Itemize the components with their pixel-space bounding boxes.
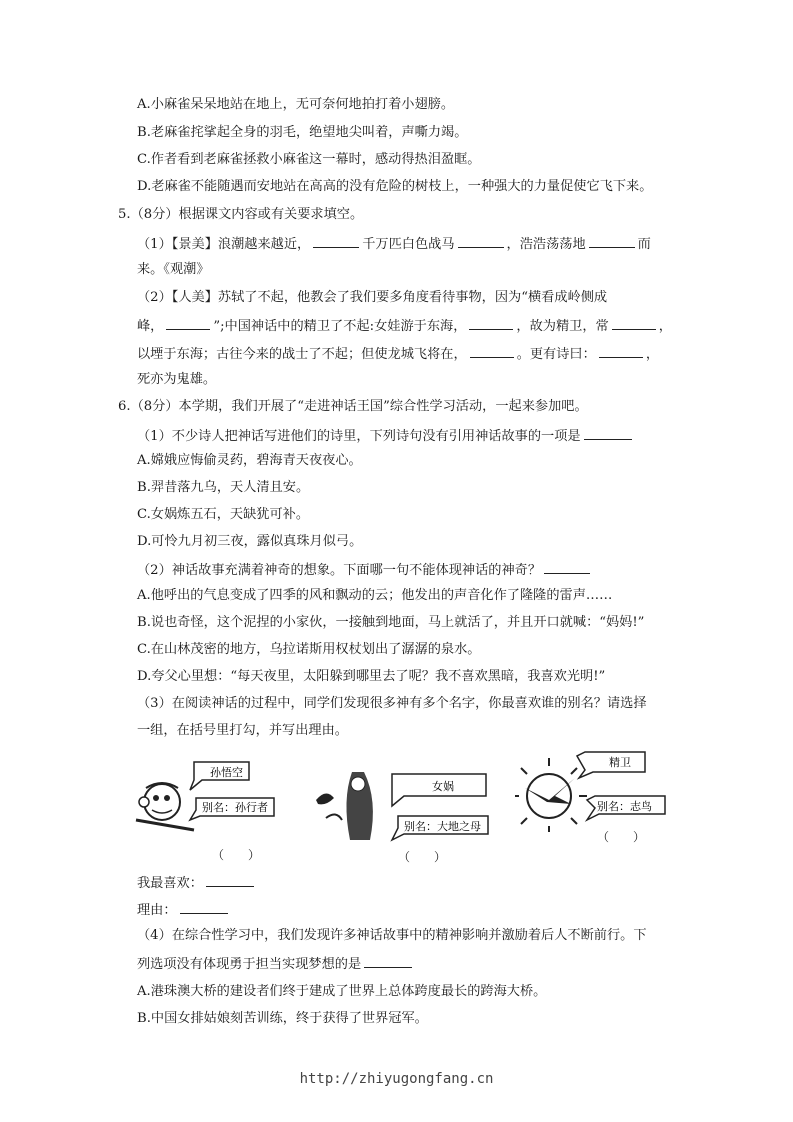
q5-part2-line4: 死亦为鬼雄。 (137, 372, 217, 387)
q6-sub2-prompt (137, 560, 593, 580)
answer-blank[interactable] (458, 234, 504, 248)
illustration-jingwei (515, 748, 685, 858)
q5-part2-line2 (137, 316, 672, 336)
q5-p1-text-d: 而 (637, 237, 651, 252)
reason-label: 理由： (137, 903, 177, 918)
q6-sub4-option-a: A.港珠澳大桥的建设者们终于建成了世界上总体跨度最长的跨海大桥。 (137, 984, 547, 999)
q6-sub1-option-a: A.嫦娥应悔偷灵药，碧海青天夜夜心。 (137, 453, 362, 468)
q6-sub2-option-d: D.夸父心里想：“每天夜里，太阳躲到哪里去了呢？我不喜欢黑暗，我喜欢光明!” (137, 669, 606, 684)
answer-blank[interactable] (612, 316, 656, 330)
jingwei-drawing (515, 748, 685, 832)
choice-paren[interactable]: （ ） (597, 830, 646, 844)
q6-sub4-text: 列选项没有体现勇于担当实现梦想的是 (137, 957, 362, 972)
q4-option-d: D.老麻雀不能随遇而安地站在高高的没有危险的树枝上，一种强大的力量促使它飞下来。 (137, 179, 653, 194)
answer-blank[interactable] (470, 344, 514, 358)
figure-name: 精卫 (609, 756, 631, 769)
answer-blank[interactable] (544, 560, 590, 574)
answer-blank[interactable] (166, 316, 210, 330)
choice-paren[interactable]: （ ） (212, 848, 261, 862)
illustration-nuwa (312, 770, 492, 870)
figure-name: 女娲 (432, 780, 454, 793)
q5-p2-text-d: ， (658, 319, 672, 334)
q6-sub4-line1: （4）在综合性学习中，我们发现许多神话故事中的精神影响并激励着后人不断前行。下 (137, 928, 647, 943)
q4-option-b: B.老麻雀挓挲起全身的羽毛，绝望地尖叫着，声嘶力竭。 (137, 125, 468, 140)
q5-part2-line1: （2）【人美】苏轼了不起，他教会了我们要多角度看待事物，因为“横看成岭侧成 (137, 290, 608, 305)
nuwa-drawing (312, 770, 492, 848)
q6-sub2-option-a: A.他呼出的气息变成了四季的风和飘动的云；他发出的声音化作了隆隆的雷声…… (137, 588, 613, 603)
q6-sub2-option-c: C.在山林茂密的地方，乌拉诺斯用权杖划出了潺潺的泉水。 (137, 642, 481, 657)
favorite-line (137, 873, 257, 893)
q6-sub1-option-c: C.女娲炼五石，天缺犹可补。 (137, 507, 310, 522)
sun-wukong-drawing (134, 758, 284, 840)
q5-part1-line2: 来。《观潮》 (137, 262, 210, 277)
q5-p1-text-b: 千万匹白色战马 (362, 237, 455, 252)
q5-p1-text-a: （1）【景美】浪潮越来越近， (137, 237, 311, 252)
q4-option-a: A.小麻雀呆呆地站在地上，无可奈何地拍打着小翅膀。 (137, 97, 455, 112)
q5-p2-text-c: ，故为精卫，常 (516, 319, 609, 334)
q4-option-c: C.作者看到老麻雀拯救小麻雀这一幕时，感动得热泪盈眶。 (137, 152, 481, 167)
q5-p2-text-b: ”;中国神话中的精卫了不起:女娃游于东海， (213, 319, 467, 334)
q5-p2-text-e: 以堙于东海；古往今来的战士了不起；但使龙城飞将在， (137, 347, 467, 362)
answer-blank[interactable] (206, 873, 254, 887)
favorite-label: 我最喜欢： (137, 876, 203, 891)
q5-p2-text-f: 。更有诗曰： (516, 347, 596, 362)
answer-blank[interactable] (469, 316, 513, 330)
q6-sub4-option-b: B.中国女排姑娘刻苦训练，终于获得了世界冠军。 (137, 1011, 428, 1026)
q6-sub2-text: （2）神话故事充满着神奇的想象。下面哪一句不能体现神话的神奇？ (137, 563, 542, 578)
answer-blank[interactable] (313, 234, 359, 248)
figure-alias: 别名：志鸟 (597, 800, 652, 813)
figure-name: 孙悟空 (210, 766, 243, 779)
q5-part2-line3 (137, 344, 659, 364)
reason-line (137, 900, 231, 920)
answer-blank[interactable] (180, 900, 228, 914)
q6-sub4-line2 (137, 954, 415, 974)
answer-blank[interactable] (364, 954, 412, 968)
q6-sub2-option-b: B.说也奇怪，这个泥捏的小家伙，一接触到地面，马上就活了，并且开口就喊：“妈妈!” (137, 615, 645, 630)
answer-blank[interactable] (584, 426, 632, 440)
q6-sub1-option-d: D.可怜九月初三夜，露似真珠月似弓。 (137, 534, 363, 549)
choice-paren[interactable]: （ ） (398, 850, 447, 864)
q6-sub1-option-b: B.羿昔落九乌，天人清且安。 (137, 480, 310, 495)
q6-sub1-prompt (137, 426, 635, 446)
q5-p2-text-g: ， (645, 347, 659, 362)
answer-blank[interactable] (599, 344, 643, 358)
q5-part1-line1 (137, 234, 651, 254)
illustration-sun-wukong (134, 758, 284, 863)
q6-heading: 6.（8分）本学期，我们开展了“走进神话王国”综合性学习活动，一起来参加吧。 (118, 399, 588, 414)
figure-alias: 别名：大地之母 (404, 820, 481, 833)
q6-sub3-line2: 一组，在括号里打勾，并写出理由。 (137, 723, 348, 738)
footer-url: http://zhiyugongfang.cn (299, 1071, 494, 1087)
q6-sub3-line1: （3）在阅读神话的过程中，同学们发现很多神有多个名字，你最喜欢谁的别名？请选择 (137, 696, 647, 711)
q5-heading: 5.（8分）根据课文内容或有关要求填空。 (118, 207, 364, 222)
figure-alias: 别名：孙行者 (202, 801, 268, 814)
q5-p1-text-c: ，浩浩荡荡地 (506, 237, 586, 252)
q6-sub1-text: （1）不少诗人把神话写进他们的诗里，下列诗句没有引用神话故事的一项是 (137, 429, 581, 444)
q5-p2-text-a: 峰， (137, 319, 164, 334)
answer-blank[interactable] (589, 234, 635, 248)
